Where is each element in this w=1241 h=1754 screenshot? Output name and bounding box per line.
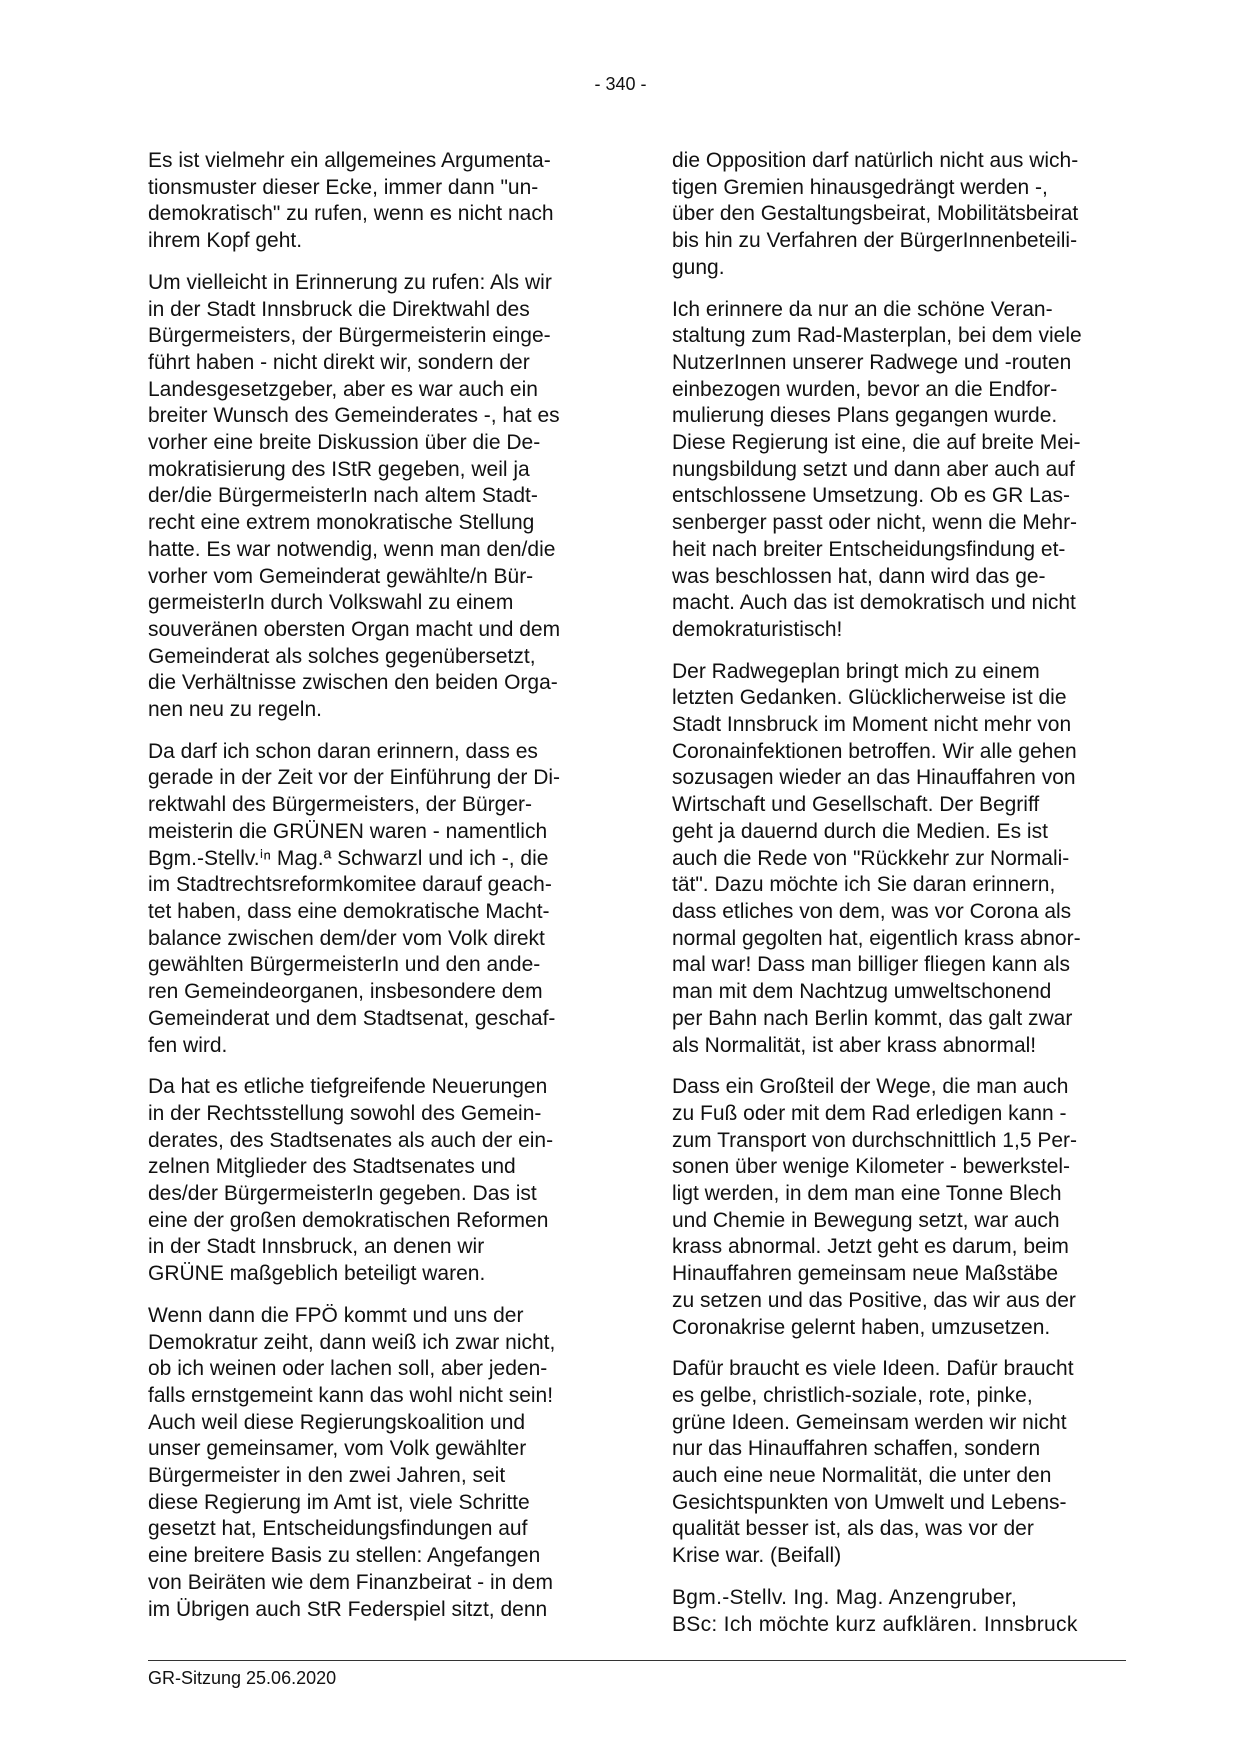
paragraph: Dafür braucht es viele Ideen. Dafür braucht es gelbe, christlich-soziale, rote, pinke, grüne Ideen. Gemeinsam werden wir nicht nur das Hinauffahren schaffen, sondern auch eine neue Normalität, die unter den Gesichtspunkten von Umwelt und Lebens- qualität besser ist, als das, was vor der Krise war. (Beifall) bbox=[672, 1357, 1074, 1568]
paragraph: Da hat es etliche tiefgreifende Neuerungen in der Rechtsstellung sowohl des Gemein- derates, des Stadtsenates als auch der ein- zelnen Mitglieder des Stadtsenates und des/der BürgermeisterIn gegeben. Das ist eine der großen demokratischen Reformen in der Stadt Innsbruck, an denen wir GRÜNE maßgeblich beteiligt waren. bbox=[148, 1075, 554, 1286]
paragraph: Ich erinnere da nur an die schöne Veran- staltung zum Rad-Masterplan, bei dem viele NutzerInnen unserer Radwege und -routen einbezogen wurden, bevor an die Endfor- mulierung dieses Plans gegangen wurde. Diese Regierung ist eine, die auf breite Mei- nungsbildung setzt und dann aber auch auf entschlossene Umsetzung. Ob es GR Las- senberger passt oder nicht, wenn die Mehr- heit nach breiter Entscheidungsfindung et- was beschlossen hat, dann wird das ge- macht. Auch das ist demokratisch und nicht demokraturistisch! bbox=[672, 297, 1082, 641]
left-column bbox=[148, 148, 603, 1638]
paragraph: Um vielleicht in Erinnerung zu rufen: Als wir in der Stadt Innsbruck die Direktwahl des Bürgermeisters, der Bürgermeisterin einge- führt haben - nicht direkt wir, sondern der Landesgesetzgeber, aber es war auch ein breiter Wunsch des Gemeinderates -, hat es vorher eine breite Diskussion über die De- mokratisierung des IStR gegeben, weil ja der/die BürgermeisterIn nach altem Stadt- recht eine extrem monokratische Stellung hatte. Es war notwendig, wenn man den/die vorher vom Gemeinderat gewählte/n Bür- germeisterIn durch Volkswahl zu einem souveränen obersten Organ macht und dem Gemeinderat als solches gegenübersetzt, die Verhältnisse zwischen den beiden Orga- nen neu zu regeln. bbox=[148, 270, 561, 722]
right-column bbox=[672, 148, 1127, 1653]
paragraph: Dass ein Großteil der Wege, die man auch zu Fuß oder mit dem Rad erledigen kann - zum Transport von durchschnittlich 1,5 Per- sonen über wenige Kilometer - bewerkstel- ligt werden, in dem man eine Tonne Blech und Chemie in Bewegung setzt, war auch krass abnormal. Jetzt geht es darum, beim Hinauffahren gemeinsam neue Maßstäbe zu setzen und das Positive, das wir aus der Coronakrise gelernt haben, umzusetzen. bbox=[672, 1075, 1078, 1339]
footer-divider bbox=[148, 1660, 1126, 1661]
paragraph: die Opposition darf natürlich nicht aus wich- tigen Gremien hinausgedrängt werden -, über den Gestaltungsbeirat, Mobilitätsbeirat bis hin zu Verfahren der BürgerInnenbeteili- gung. bbox=[672, 149, 1079, 279]
paragraph: Da darf ich schon daran erinnern, dass es gerade in der Zeit vor der Einführung der Di- rektwahl des Bürgermeisters, der Bürger- meisterin die GRÜNEN waren - namentlich Bgm.-Stellv.ⁱⁿ Mag.ª Schwarzl und ich -, die im Stadtrechtsreformkomitee darauf geach- tet haben, dass eine demokratische Macht- balance zwischen dem/der vom Volk direkt gewählten BürgermeisterIn und den ande- ren Gemeindeorganen, insbesondere dem Gemeinderat und dem Stadtsenat, geschaf- fen wird. bbox=[148, 739, 561, 1057]
paragraph: Es ist vielmehr ein allgemeines Argumenta- tionsmuster dieser Ecke, immer dann "un- demokratisch" zu rufen, wenn es nicht nach ihrem Kopf geht. bbox=[148, 149, 554, 253]
speaker-paragraph: Bgm.-Stellv. Ing. Mag. Anzengruber, BSc: Ich möchte kurz aufklären. Innsbruck bbox=[672, 1585, 1078, 1636]
paragraph: Der Radwegeplan bringt mich zu einem letzten Gedanken. Glücklicherweise ist die Stadt Innsbruck im Moment nicht mehr von Coronainfektionen betroffen. Wir alle gehen sozusagen wieder an das Hinauffahren von Wirtschaft und Gesellschaft. Der Begriff geht ja dauernd durch die Medien. Es ist auch die Rede von "Rückkehr zur Normali- tät". Dazu möchte ich Sie daran erinnern, dass etliches von dem, was vor Corona als normal gegolten hat, eigentlich krass abnor- mal war! Dass man billiger fliegen kann als man mit dem Nachtzug umweltschonend per Bahn nach Berlin kommt, das galt zwar als Normalität, ist aber krass abnormal! bbox=[672, 659, 1081, 1057]
footer-session-date: GR-Sitzung 25.06.2020 bbox=[148, 1668, 337, 1688]
page-number: - 340 - bbox=[594, 74, 647, 94]
paragraph: Wenn dann die FPÖ kommt und uns der Demokratur zeiht, dann weiß ich zwar nicht, ob ich weinen oder lachen soll, aber jeden- falls ernstgemeint kann das wohl nicht sein! Auch weil diese Regierungskoalition und unser gemeinsamer, vom Volk gewählter Bürgermeister in den zwei Jahren, seit diese Regierung im Amt ist, viele Schritte gesetzt hat, Entscheidungsfindungen auf eine breitere Basis zu stellen: Angefangen von Beiräten wie dem Finanzbeirat - in dem im Übrigen auch StR Federspiel sitzt, denn bbox=[148, 1303, 556, 1621]
